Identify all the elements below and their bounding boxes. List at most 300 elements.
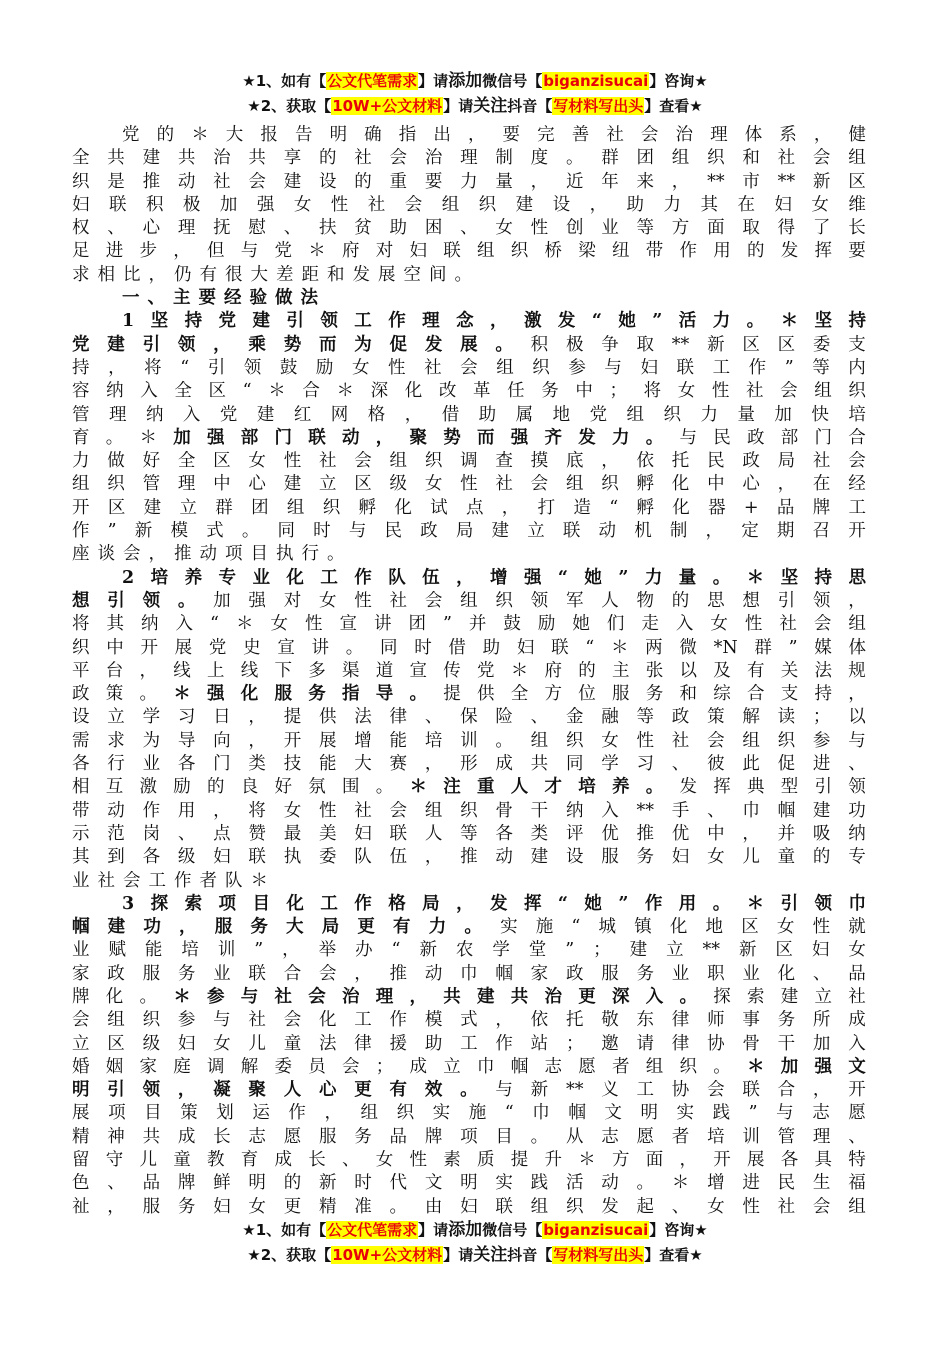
- body-char: 宣: [277, 637, 295, 658]
- body-char: 委: [318, 847, 337, 868]
- body-char: 快: [811, 404, 829, 425]
- body-char: 门: [213, 754, 231, 775]
- body-char: 新: [318, 1173, 337, 1194]
- body-char: 品: [142, 1173, 161, 1194]
- body-char: 纳: [565, 800, 584, 821]
- body-char: 等: [460, 823, 478, 844]
- body-char: 梁: [578, 241, 596, 262]
- body-char: 是: [107, 171, 125, 192]
- body-char: 底: [565, 451, 584, 472]
- body-char: 心: [142, 218, 161, 239]
- body-char: 融: [601, 707, 619, 728]
- bold-heading-char: 引: [780, 893, 799, 914]
- body-char: 美: [318, 823, 337, 844]
- body-char: 时: [313, 521, 331, 542]
- body-char: 立: [72, 1033, 90, 1054]
- body-char: 优: [601, 823, 619, 844]
- body-char: 织: [663, 404, 681, 425]
- body-char: 入: [848, 1033, 866, 1054]
- bold-heading-char: 建: [107, 917, 126, 938]
- body-char: 化: [671, 474, 690, 495]
- bold-heading-char: 共: [443, 986, 461, 1007]
- body-char: 妇: [354, 823, 372, 844]
- bold-heading-char: 。: [409, 684, 427, 705]
- body-char: 上: [207, 660, 225, 681]
- body-char: 特: [848, 1150, 866, 1171]
- body-char: 性: [354, 590, 372, 611]
- body-char: **: [565, 1080, 584, 1101]
- body-char: 培: [707, 1126, 725, 1147]
- body-char: 精: [72, 1126, 90, 1147]
- body-char: 索: [747, 986, 765, 1007]
- body-char: 为: [142, 730, 161, 751]
- body-char: 体: [744, 125, 763, 145]
- body-line: [72, 730, 866, 753]
- body-char: 互: [105, 777, 124, 798]
- body-char: 执: [283, 847, 302, 868]
- body-char: 服: [142, 1196, 161, 1217]
- body-char: 妇: [213, 847, 231, 868]
- bottom-banner-line-2: [0, 1244, 950, 1266]
- body-char: 优: [671, 823, 690, 844]
- body-char: 巾: [532, 1103, 550, 1124]
- body-line: [72, 567, 866, 590]
- body-char: 力: [700, 404, 718, 425]
- body-char: 作: [72, 521, 90, 542]
- body-char: ，: [501, 497, 520, 518]
- bold-heading-char: 。: [645, 777, 664, 798]
- body-char: 物: [636, 590, 654, 611]
- body-char: 与: [213, 1010, 231, 1031]
- body-char: 各: [780, 1150, 799, 1171]
- body-char: 全: [177, 451, 196, 472]
- bold-heading-char: 。: [645, 427, 664, 448]
- body-char: 中: [106, 637, 124, 658]
- body-char: 来: [636, 171, 654, 192]
- banner-wechat-id: biganzisucai: [543, 1221, 649, 1239]
- banner-suffix: 】咨询★: [649, 72, 708, 90]
- body-char: 提: [510, 1150, 529, 1171]
- body-char: 家: [530, 963, 549, 984]
- body-char: 立: [666, 940, 684, 961]
- bold-heading-char: 。: [679, 986, 697, 1007]
- body-char: 将: [248, 800, 266, 821]
- body-char: 纳: [106, 381, 124, 402]
- bold-heading-char: ＊: [173, 986, 191, 1007]
- bold-heading-char: 化: [286, 567, 304, 588]
- body-char: 手: [671, 800, 690, 821]
- body-char: *N: [713, 637, 738, 658]
- body-char: 理: [177, 474, 196, 495]
- bold-heading-char: 养: [612, 777, 630, 798]
- banner-highlight: 10W+公文材料: [332, 97, 443, 115]
- body-line: [72, 1079, 866, 1102]
- body-char: 供: [318, 707, 337, 728]
- body-char: 合: [747, 684, 765, 705]
- body-line: [72, 520, 866, 543]
- bold-heading-char: 势: [283, 334, 302, 355]
- body-char: 依: [636, 451, 654, 472]
- bold-heading-char: 服: [214, 917, 233, 938]
- body-char: 化: [404, 381, 423, 402]
- body-line: [72, 1196, 866, 1219]
- body-char: 组: [477, 241, 495, 262]
- body-char: 探: [713, 986, 731, 1007]
- body-char: 动: [177, 171, 196, 192]
- body-char: 。: [495, 730, 513, 751]
- body-char: 。: [139, 986, 157, 1007]
- body-text: 业社会工作者队＊: [72, 870, 276, 891]
- body-char: **: [636, 800, 654, 821]
- body-char: 期: [776, 521, 795, 542]
- body-char: 入: [675, 614, 694, 635]
- bold-heading-char: 大: [286, 917, 304, 938]
- body-char: 开: [283, 730, 302, 751]
- bold-heading-char: ，: [490, 311, 508, 332]
- body-char: 、: [848, 1126, 866, 1147]
- body-char: 史: [243, 637, 261, 658]
- body-char: 队: [354, 847, 372, 868]
- body-char: 调: [460, 451, 478, 472]
- body-char: ，: [813, 125, 832, 145]
- banner-highlight: 10W+公文材料: [332, 1246, 443, 1264]
- bold-heading-char: 务: [308, 684, 326, 705]
- body-char: 党: [122, 125, 140, 145]
- bold-heading-char: 更: [357, 917, 375, 938]
- body-char: 组: [286, 497, 305, 518]
- body-char: 组: [565, 474, 584, 495]
- body-char: 理: [460, 148, 478, 169]
- body-char: 女: [318, 590, 337, 611]
- body-char: 践: [530, 1173, 549, 1194]
- body-char: ，: [530, 171, 549, 192]
- body-char: 组: [848, 614, 866, 635]
- body-line: [72, 776, 866, 799]
- body-char: 法: [814, 660, 832, 681]
- body-char: 对: [283, 590, 302, 611]
- body-char: 与: [776, 1103, 794, 1124]
- body-line: [72, 497, 866, 520]
- body-char: 务: [354, 1126, 372, 1147]
- body-char: 培: [181, 940, 199, 961]
- body-char: 做: [107, 451, 125, 472]
- body-char: ；: [812, 707, 831, 728]
- body-char: 位: [578, 684, 596, 705]
- body-char: 量: [495, 171, 513, 192]
- body-char: 党: [477, 660, 495, 681]
- body-char: 帼: [495, 963, 513, 984]
- body-char: 享: [283, 148, 302, 169]
- body-char: 。: [241, 521, 260, 542]
- bold-heading-char: 。: [495, 334, 513, 355]
- body-char: 将: [144, 357, 162, 378]
- body-char: 镇: [634, 917, 652, 938]
- body-char: 局: [777, 451, 796, 472]
- body-char: 关: [780, 660, 799, 681]
- body-char: 心: [742, 474, 760, 495]
- bold-heading-char: 引: [107, 1080, 125, 1101]
- banner-text: 抖音【: [507, 97, 553, 115]
- body-char: 方: [671, 218, 690, 239]
- body-char: 实: [432, 1103, 451, 1124]
- body-char: 两: [645, 637, 663, 658]
- body-char: 职: [707, 963, 725, 984]
- banner-emphasis: 添加: [448, 1220, 483, 1240]
- body-char: 训: [460, 730, 478, 751]
- body-text: 求相比，仍有很大差距和发展空间。: [72, 264, 480, 285]
- body-char: ，: [108, 357, 126, 378]
- body-char: ＊: [510, 660, 529, 681]
- body-char: 府: [342, 241, 360, 262]
- body-char: 律: [671, 1010, 690, 1031]
- body-char: 性: [711, 381, 730, 402]
- body-char: 器: [708, 497, 726, 518]
- body-char: 牌: [177, 1173, 196, 1194]
- bold-heading-char: 乘: [248, 334, 266, 355]
- body-char: 施: [468, 1103, 487, 1124]
- body-char: 格: [367, 404, 386, 425]
- body-char: 险: [495, 707, 513, 728]
- body-char: 巾: [477, 1056, 495, 1077]
- bold-heading-char: 探: [150, 893, 169, 914]
- body-char: 组: [360, 1103, 378, 1124]
- body-char: 多: [308, 660, 326, 681]
- body-char: 工: [460, 1033, 478, 1054]
- body-char: 、: [342, 1150, 360, 1171]
- bold-heading-char: 发: [424, 334, 443, 355]
- document-body: [72, 124, 866, 1219]
- body-char: 方: [544, 684, 562, 705]
- body-char: 女: [495, 218, 513, 239]
- body-char: 合: [283, 963, 302, 984]
- body-char: 保: [460, 707, 478, 728]
- body-char: 庭: [173, 1056, 191, 1077]
- body-char: 新: [812, 171, 831, 192]
- body-char: 组: [626, 404, 645, 425]
- body-char: 能: [389, 730, 408, 751]
- body-char: 管: [777, 1126, 796, 1147]
- body-char: 供: [477, 684, 495, 705]
- body-char: 联: [551, 637, 569, 658]
- bold-heading-char: ＊: [409, 777, 427, 798]
- body-char: 其: [72, 847, 90, 868]
- body-char: 党: [208, 637, 227, 658]
- body-char: 功: [848, 800, 866, 821]
- body-char: 、: [848, 754, 866, 775]
- body-char: 带: [645, 241, 664, 262]
- body-char: 性: [460, 474, 478, 495]
- body-char: 品: [389, 1126, 408, 1147]
- bold-heading-char: 展: [460, 334, 478, 355]
- body-char: 织: [142, 1010, 161, 1031]
- body-char: 策: [180, 1103, 198, 1124]
- body-char: 联: [562, 521, 581, 542]
- body-char: 领: [243, 357, 262, 378]
- body-char: 施: [535, 917, 554, 938]
- body-char: 及: [713, 660, 731, 681]
- banner-prefix: ★1、如有【: [242, 72, 327, 90]
- body-char: 女: [375, 1150, 394, 1171]
- body-char: 妇: [774, 194, 792, 215]
- body-char: 建: [530, 847, 549, 868]
- body-char: ，: [679, 1150, 697, 1171]
- body-char: 时: [354, 1173, 372, 1194]
- body-char: 中: [707, 823, 725, 844]
- body-char: 开: [72, 497, 90, 518]
- body-line: [72, 637, 866, 660]
- body-char: 理: [710, 125, 728, 145]
- banner-prefix: ★2、获取【: [247, 97, 332, 115]
- body-char: 区: [742, 334, 760, 355]
- body-char: 项: [460, 1126, 478, 1147]
- bold-heading-char: 工: [354, 311, 372, 332]
- body-char: 者: [671, 1126, 690, 1147]
- body-char: 设: [72, 707, 90, 728]
- banner-douyin-id: 写材料写出头: [553, 1246, 644, 1264]
- body-char: “: [391, 940, 401, 961]
- body-char: 挥: [713, 777, 731, 798]
- body-char: ，: [848, 684, 866, 705]
- body-char: 起: [636, 1196, 654, 1217]
- bold-heading-char: 动: [342, 427, 360, 448]
- bold-heading-char: 为: [354, 334, 372, 355]
- bottom-banner-line-1: [0, 1219, 950, 1241]
- body-char: 志: [601, 1126, 619, 1147]
- bold-heading-char: 激: [523, 311, 542, 332]
- body-char: “: [210, 614, 219, 635]
- bold-heading-char: 力: [712, 311, 731, 332]
- body-char: 律: [354, 1033, 372, 1054]
- body-char: 会: [354, 451, 372, 472]
- bold-heading-char: 作: [644, 893, 663, 914]
- body-char: 面: [707, 218, 725, 239]
- body-char: 妇: [811, 940, 830, 961]
- bold-heading-char: 作: [388, 311, 406, 332]
- body-char: 支: [848, 334, 866, 355]
- body-char: 在: [737, 194, 755, 215]
- body-char: 赛: [389, 754, 408, 775]
- body-char: ，: [354, 963, 372, 984]
- bold-heading-char: 伍: [422, 567, 440, 588]
- body-char: 推: [460, 847, 478, 868]
- body-char: 划: [216, 1103, 234, 1124]
- body-char: 务: [777, 1010, 796, 1031]
- body-line: [72, 427, 866, 450]
- body-line: [72, 124, 866, 147]
- bold-heading-char: 人: [510, 777, 529, 798]
- body-char: 加: [774, 404, 792, 425]
- bold-heading-char: 增: [490, 567, 508, 588]
- body-char: 、: [812, 963, 831, 984]
- body-char: 性: [744, 614, 763, 635]
- body-char: 女: [811, 194, 829, 215]
- body-char: 领: [848, 777, 866, 798]
- body-char: 从: [565, 1126, 584, 1147]
- body-char: 会: [812, 148, 831, 169]
- body-char: 、: [424, 707, 443, 728]
- bold-heading-char: ，: [177, 1080, 196, 1101]
- body-char: 举: [318, 940, 337, 961]
- body-char: 立: [527, 521, 545, 542]
- body-char: ；: [609, 381, 627, 402]
- bold-heading-char: 门: [274, 427, 292, 448]
- bold-heading-char: 坚: [814, 311, 833, 332]
- body-char: 的: [354, 171, 372, 192]
- body-char: 织: [72, 171, 90, 192]
- body-char: **: [702, 940, 721, 961]
- body-char: 示: [72, 823, 90, 844]
- body-char: ”: [442, 614, 452, 635]
- body-char: 推: [389, 963, 408, 984]
- body-char: 女: [707, 1196, 725, 1217]
- body-char: 女: [601, 730, 619, 751]
- body-char: 升: [544, 1150, 562, 1171]
- body-char: 作: [142, 800, 161, 821]
- body-char: 建: [780, 986, 799, 1007]
- body-char: 业: [142, 754, 161, 775]
- body-char: 府: [544, 660, 562, 681]
- bold-heading-char: 强: [207, 684, 225, 705]
- body-char: 人: [601, 590, 619, 611]
- body-char: 更: [283, 1196, 302, 1217]
- body-char: 与: [240, 241, 259, 262]
- body-char: 女: [213, 1033, 231, 1054]
- body-char: 近: [565, 171, 584, 192]
- bold-heading-char: 参: [207, 986, 225, 1007]
- body-char: 试: [430, 497, 448, 518]
- body-line: [72, 939, 866, 962]
- body-char: ”: [107, 521, 117, 542]
- bold-heading-char: 入: [645, 986, 664, 1007]
- body-char: 会: [780, 381, 798, 402]
- body-char: 相: [72, 777, 90, 798]
- body-char: 需: [72, 730, 90, 751]
- body-char: 组: [848, 1196, 866, 1217]
- body-char: 性: [388, 357, 406, 378]
- body-char: 文: [604, 1103, 622, 1124]
- body-char: 委: [274, 1056, 292, 1077]
- body-line: [72, 310, 866, 333]
- body-char: 依: [530, 1010, 549, 1031]
- body-char: 。: [636, 1173, 654, 1194]
- body-char: 门: [814, 427, 832, 448]
- body-char: 明: [640, 1103, 658, 1124]
- body-char: 区: [107, 497, 126, 518]
- bold-heading-char: 。: [712, 567, 731, 588]
- body-char: 妇: [516, 637, 535, 658]
- body-char: 精: [318, 1196, 337, 1217]
- body-char: 义: [601, 1080, 619, 1101]
- body-char: 。: [713, 1056, 731, 1077]
- body-char: 区: [848, 171, 866, 192]
- body-char: 深: [370, 381, 389, 402]
- bold-heading-char: ，: [179, 917, 197, 938]
- bold-heading-char: 工: [320, 893, 338, 914]
- body-char: 巾: [742, 800, 760, 821]
- body-char: 以: [679, 660, 697, 681]
- bold-heading-char: 部: [240, 427, 259, 448]
- body-char: 出: [433, 125, 451, 145]
- body-char: **: [707, 171, 725, 192]
- body-char: 赋: [108, 940, 126, 961]
- body-char: 具: [814, 1150, 832, 1171]
- body-char: 民: [707, 451, 725, 472]
- body-char: 推: [636, 823, 654, 844]
- body-char: 与: [604, 357, 622, 378]
- banner-suffix: 】咨询★: [649, 1221, 708, 1239]
- body-char: 中: [575, 381, 593, 402]
- body-char: 团: [408, 614, 426, 635]
